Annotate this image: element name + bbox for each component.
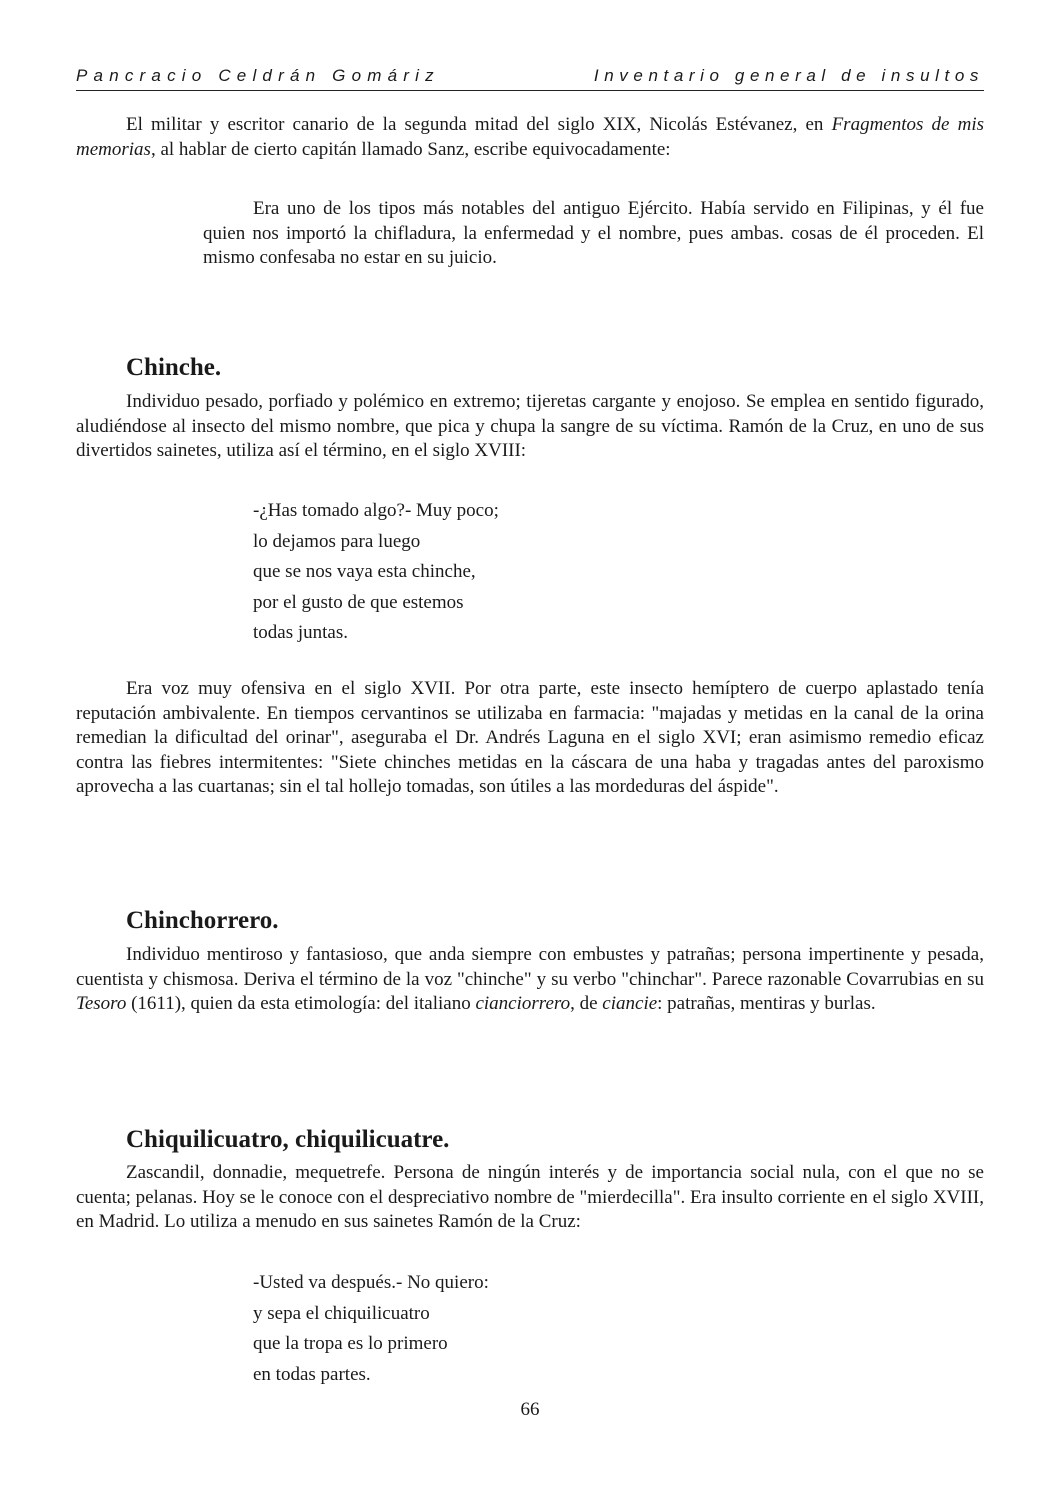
page-number: 66	[520, 1399, 540, 1420]
header-book-title: Inventario general de insultos	[593, 66, 984, 85]
chinche-history-paragraph: Era voz muy ofensiva en el siglo XVII. Por otra parte, este insecto hemíptero de cuerpo aplastado tenía reputación ambivalente. En tiempos cervantinos se utilizaba en farmacia: "majadas y metidas en la canal de la orina remedian la dificultad del orinar", aseguraba el Dr. Andrés Laguna en el siglo XVI; eran asimismo remedio eficaz contra las fiebres intermitentes: "Siete chinches metidas en la cáscara de una haba y tragadas antes del paroxismo aprovecha a las cuartanas; sin el tal hollejo tomadas, son útiles a las mordeduras del áspide".	[76, 678, 984, 798]
intro-quote: Era uno de los tipos más notables del antiguo Ejército. Había servido en Filipinas, y él fue quien nos importó la chifladura, la enfermedad y el nombre, pues ambas. cosas de él proceden. El mismo confesaba no estar en su juicio.	[203, 198, 984, 269]
running-header	[76, 66, 984, 91]
verse-line: -Usted va después.- No quiero:	[253, 1272, 489, 1293]
verse-line: todas juntas.	[253, 622, 348, 644]
entry-title-chinche: Chinche.	[126, 354, 222, 381]
chiquilicuatro-definition: Zascandil, donnadie, mequetrefe. Persona de ningún interés y de importancia social nula, con el que no se cuenta; pelanas. Hoy se le conoce con el despreciativo nombre de "mierdecilla". Era insulto corriente en el siglo XVIII, en Madrid. Lo utiliza a menudo en sus sainetes Ramón de la Cruz:	[76, 1162, 984, 1233]
intro-book-title: Fragmentos de mis memorias	[76, 114, 984, 160]
entry-title-chinchorrero: Chinchorrero.	[126, 907, 279, 934]
verse-line: -¿Has tomado algo?- Muy poco;	[253, 500, 499, 521]
chinchorrero-definition: Individuo mentiroso y fantasioso, que anda siempre con embustes y patrañas; persona impertinente y pesada, cuentista y chismosa. Deriva el término de la voz "chinche" y su verbo "chinchar". Parece razonable Covarrubias en su Tesoro (1611), quien da esta etimología: del italiano cianciorrero, de ciancie: patrañas, mentiras y burlas.	[76, 944, 984, 1015]
verse-line: por el gusto de que estemos	[253, 591, 464, 613]
chinche-definition: Individuo pesado, porfiado y polémico en extremo; tijeretas cargante y enojoso. Se emplea en sentido figurado, aludiéndose al insecto del mismo nombre, que pica y chupa la sangre de su víctima. Ramón de la Cruz, en uno de sus divertidos sainetes, utiliza así el término, en el siglo XVIII:	[76, 391, 984, 462]
verse-line: en todas partes.	[253, 1363, 371, 1385]
entry-title-chiquilicuatro: Chiquilicuatro, chiquilicuatre.	[126, 1126, 450, 1153]
verse-line: y sepa el chiquilicuatro	[253, 1302, 430, 1324]
verse-line: lo dejamos para luego	[253, 530, 421, 552]
chiquilicuatro-verse	[253, 1268, 489, 1390]
intro-paragraph: El militar y escritor canario de la segunda mitad del siglo XIX, Nicolás Estévanez, en Fragmentos de mis memorias, al hablar de cierto capitán llamado Sanz, escribe equivocadamente:	[76, 114, 984, 160]
header-author: Pancracio Celdrán Gomáriz	[76, 66, 440, 85]
verse-line: que se nos vaya esta chinche,	[253, 561, 476, 583]
verse-line: que la tropa es lo primero	[253, 1333, 448, 1355]
chinche-verse	[253, 496, 499, 649]
